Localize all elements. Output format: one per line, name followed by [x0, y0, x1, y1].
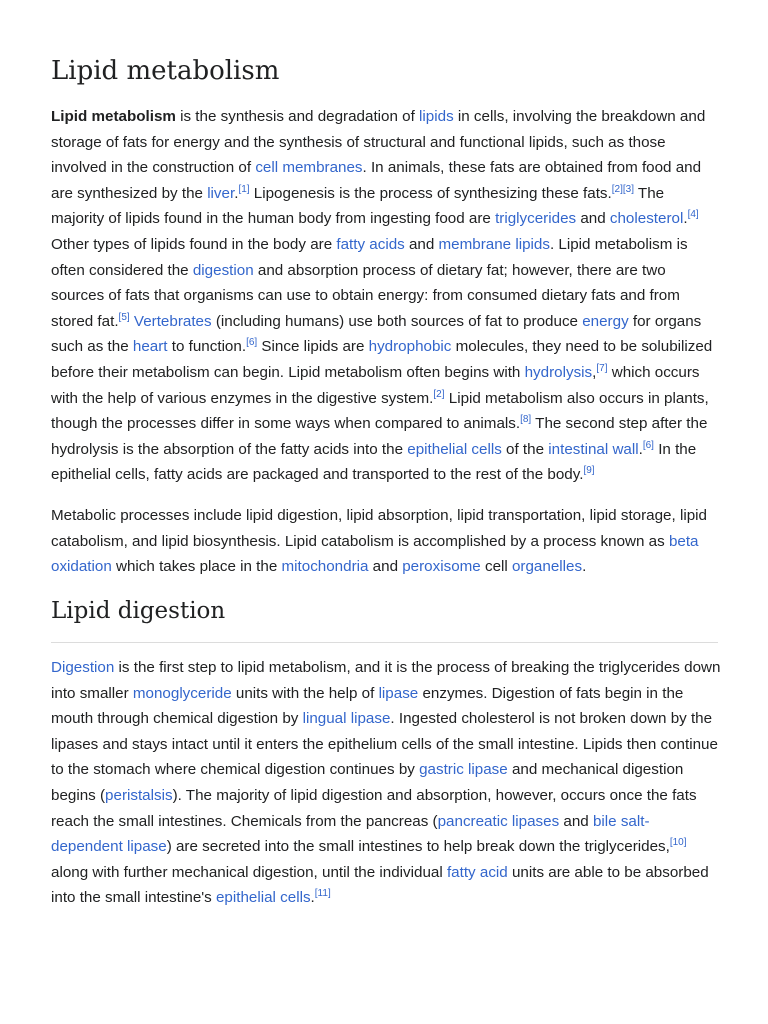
link-pancreatic-lipases[interactable]: pancreatic lipases	[437, 812, 560, 830]
text: The second step after the hydrolysis is the absorption of the fatty acids into the	[51, 415, 708, 458]
reference-6[interactable]	[246, 337, 257, 348]
link-cholesterol[interactable]: cholesterol	[609, 210, 684, 228]
reference-link[interactable]: [7]	[596, 362, 608, 374]
reference-9[interactable]	[583, 465, 594, 476]
link-mitochondria[interactable]: mitochondria	[281, 558, 369, 576]
page-title: Lipid metabolism	[51, 56, 280, 86]
reference-6b[interactable]	[643, 440, 654, 451]
link-gastric-lipase[interactable]: gastric lipase	[419, 761, 508, 779]
processes-paragraph	[51, 503, 721, 580]
text: and	[404, 235, 439, 253]
text: for organs such as the	[51, 312, 702, 356]
link-hydrolysis[interactable]: hydrolysis	[524, 363, 593, 381]
reference-link[interactable]: [5]	[118, 311, 130, 323]
link-lipase[interactable]: lipase	[378, 684, 419, 702]
text: .	[683, 210, 688, 228]
text: units with the help of	[231, 684, 379, 702]
text: .	[582, 558, 587, 576]
link-vertebrates[interactable]: Vertebrates	[133, 312, 212, 330]
text: which occurs with the help of various enzymes in the digestive system.	[51, 363, 700, 407]
text: ) are secreted into the small intestines to help break down the triglycerides,	[166, 838, 670, 856]
text: . Ingested cholesterol is not broken down by the lipases and stays intact until it enters the epithelium cells of the small intestine. Lipids then continue to the stomach where chemical digestion continues by	[51, 710, 718, 779]
intro-paragraph	[51, 104, 721, 488]
text: .	[234, 184, 239, 202]
text: In the epithelial cells, fatty acids are packaged and transported to the rest of the body.	[51, 440, 697, 484]
text: and mechanical digestion begins (	[51, 761, 684, 804]
text: in cells, involving the breakdown and storage of fats for energy and the synthesis of structural and functional lipids, such as those involved in the construction of	[51, 108, 706, 177]
reference-11[interactable]	[315, 888, 331, 899]
reference-link[interactable]: [2]	[611, 183, 623, 195]
link-peristalsis[interactable]: peristalsis	[105, 786, 173, 804]
text: and absorption process of dietary fat; however, there are two sources of fats that organisms can use to obtain energy: from consumed dietary fats and from stored fat.	[51, 261, 680, 330]
section-heading-lipid-digestion: Lipid digestion	[51, 598, 226, 624]
reference-5[interactable]	[119, 312, 130, 323]
reference-8[interactable]	[520, 414, 531, 425]
link-hydrophobic[interactable]: hydrophobic	[368, 338, 452, 356]
text: of the	[501, 440, 549, 458]
text: .	[310, 889, 315, 907]
text: along with further mechanical digestion, until the individual	[51, 863, 447, 881]
text: . In animals, these fats are obtained from food and are synthesized by the	[51, 159, 702, 202]
text: Metabolic processes include lipid digestion, lipid absorption, lipid transportation, lipid storage, lipid catabolism, and lipid biosynthesis. Lipid catabolism is accomplished by a process known as	[51, 507, 707, 550]
link-fatty-acids[interactable]: fatty acids	[336, 235, 405, 253]
digestion-paragraph	[51, 655, 721, 911]
reference-3[interactable]	[623, 184, 634, 195]
text: and	[576, 210, 610, 228]
bold-term: Lipid metabolism	[51, 108, 176, 125]
text: is the synthesis and degradation of	[175, 108, 420, 125]
text: to function.	[167, 338, 247, 356]
link-epithelial-cells[interactable]: epithelial cells	[407, 440, 502, 458]
text: enzymes. Digestion of fats begin in the mouth through chemical digestion by	[51, 684, 684, 728]
link-fatty-acid[interactable]: fatty acid	[446, 863, 508, 881]
link-digestion[interactable]: digestion	[192, 261, 254, 279]
link-beta-oxidation[interactable]: beta oxidation	[51, 532, 699, 576]
reference-10[interactable]	[670, 837, 687, 848]
link-organelles[interactable]: organelles	[511, 558, 583, 576]
reference-4[interactable]	[688, 209, 699, 220]
reference-link[interactable]: [2]	[433, 388, 445, 400]
link-peroxisome[interactable]: peroxisome	[402, 558, 481, 576]
text: Other types of lipids found in the body are	[51, 235, 337, 253]
link-triglycerides[interactable]: triglycerides	[495, 210, 577, 228]
link-bile-salt-dependent-lipase[interactable]: bile salt-dependent lipase	[51, 812, 650, 856]
reference-link[interactable]: [1]	[238, 183, 250, 195]
link-intestinal-wall[interactable]: intestinal wall	[548, 440, 639, 458]
text: . Lipid metabolism is often considered the	[51, 235, 688, 279]
link-monoglyceride[interactable]: monoglyceride	[132, 684, 232, 702]
text: is the first step to lipid metabolism, and it is the process of breaking the triglycerides down into smaller	[51, 659, 721, 702]
link-liver[interactable]: liver	[207, 184, 235, 202]
text: The majority of lipids found in the human body from ingesting food are	[51, 184, 665, 228]
text: Lipid metabolism also occurs in plants, though the processes differ in some ways when compared to animals.	[51, 389, 709, 433]
text: which takes place in the	[111, 558, 282, 576]
link-lingual-lipase[interactable]: lingual lipase	[302, 710, 391, 728]
text: units are able to be absorbed into the small intestine's	[51, 863, 709, 907]
text: ). The majority of lipid digestion and absorption, however, occurs once the fats reach the small intestines. Chemicals from the pancreas (	[51, 786, 697, 830]
reference-link[interactable]: [8]	[520, 414, 532, 426]
reference-link[interactable]: [11]	[314, 888, 331, 900]
reference-link[interactable]: [3]	[622, 183, 634, 195]
text: ,	[592, 363, 597, 381]
text: and	[368, 558, 403, 576]
link-membrane-lipids[interactable]: membrane lipids	[438, 235, 550, 253]
text: cell	[480, 558, 512, 576]
reference-2b[interactable]	[433, 388, 444, 399]
reference-1[interactable]	[238, 184, 249, 195]
section-divider	[51, 642, 718, 643]
reference-link[interactable]: [10]	[669, 837, 687, 849]
reference-link[interactable]: [9]	[583, 465, 595, 477]
reference-7[interactable]	[596, 363, 607, 374]
link-lipids[interactable]: lipids	[419, 108, 454, 125]
text: molecules, they need to be solubilized before their metabolism can begin. Lipid metabolism often begins with	[51, 338, 713, 381]
text: and	[559, 812, 593, 830]
text: Lipogenesis is the process of synthesizing these fats.	[249, 184, 612, 202]
text: .	[638, 440, 643, 458]
link-epithelial-cells[interactable]: epithelial cells	[215, 889, 311, 907]
text: Since lipids are	[257, 338, 369, 356]
link-heart[interactable]: heart	[132, 338, 168, 356]
reference-link[interactable]: [6]	[642, 439, 654, 451]
text: (including humans) use both sources of fat to produce	[211, 312, 583, 330]
reference-2[interactable]	[612, 184, 623, 195]
link-cell-membranes[interactable]: cell membranes	[255, 159, 363, 177]
reference-link[interactable]: [4]	[687, 209, 699, 221]
link-energy[interactable]: energy	[582, 312, 629, 330]
reference-link[interactable]: [6]	[246, 337, 258, 349]
link-digestion[interactable]: Digestion	[51, 659, 115, 676]
